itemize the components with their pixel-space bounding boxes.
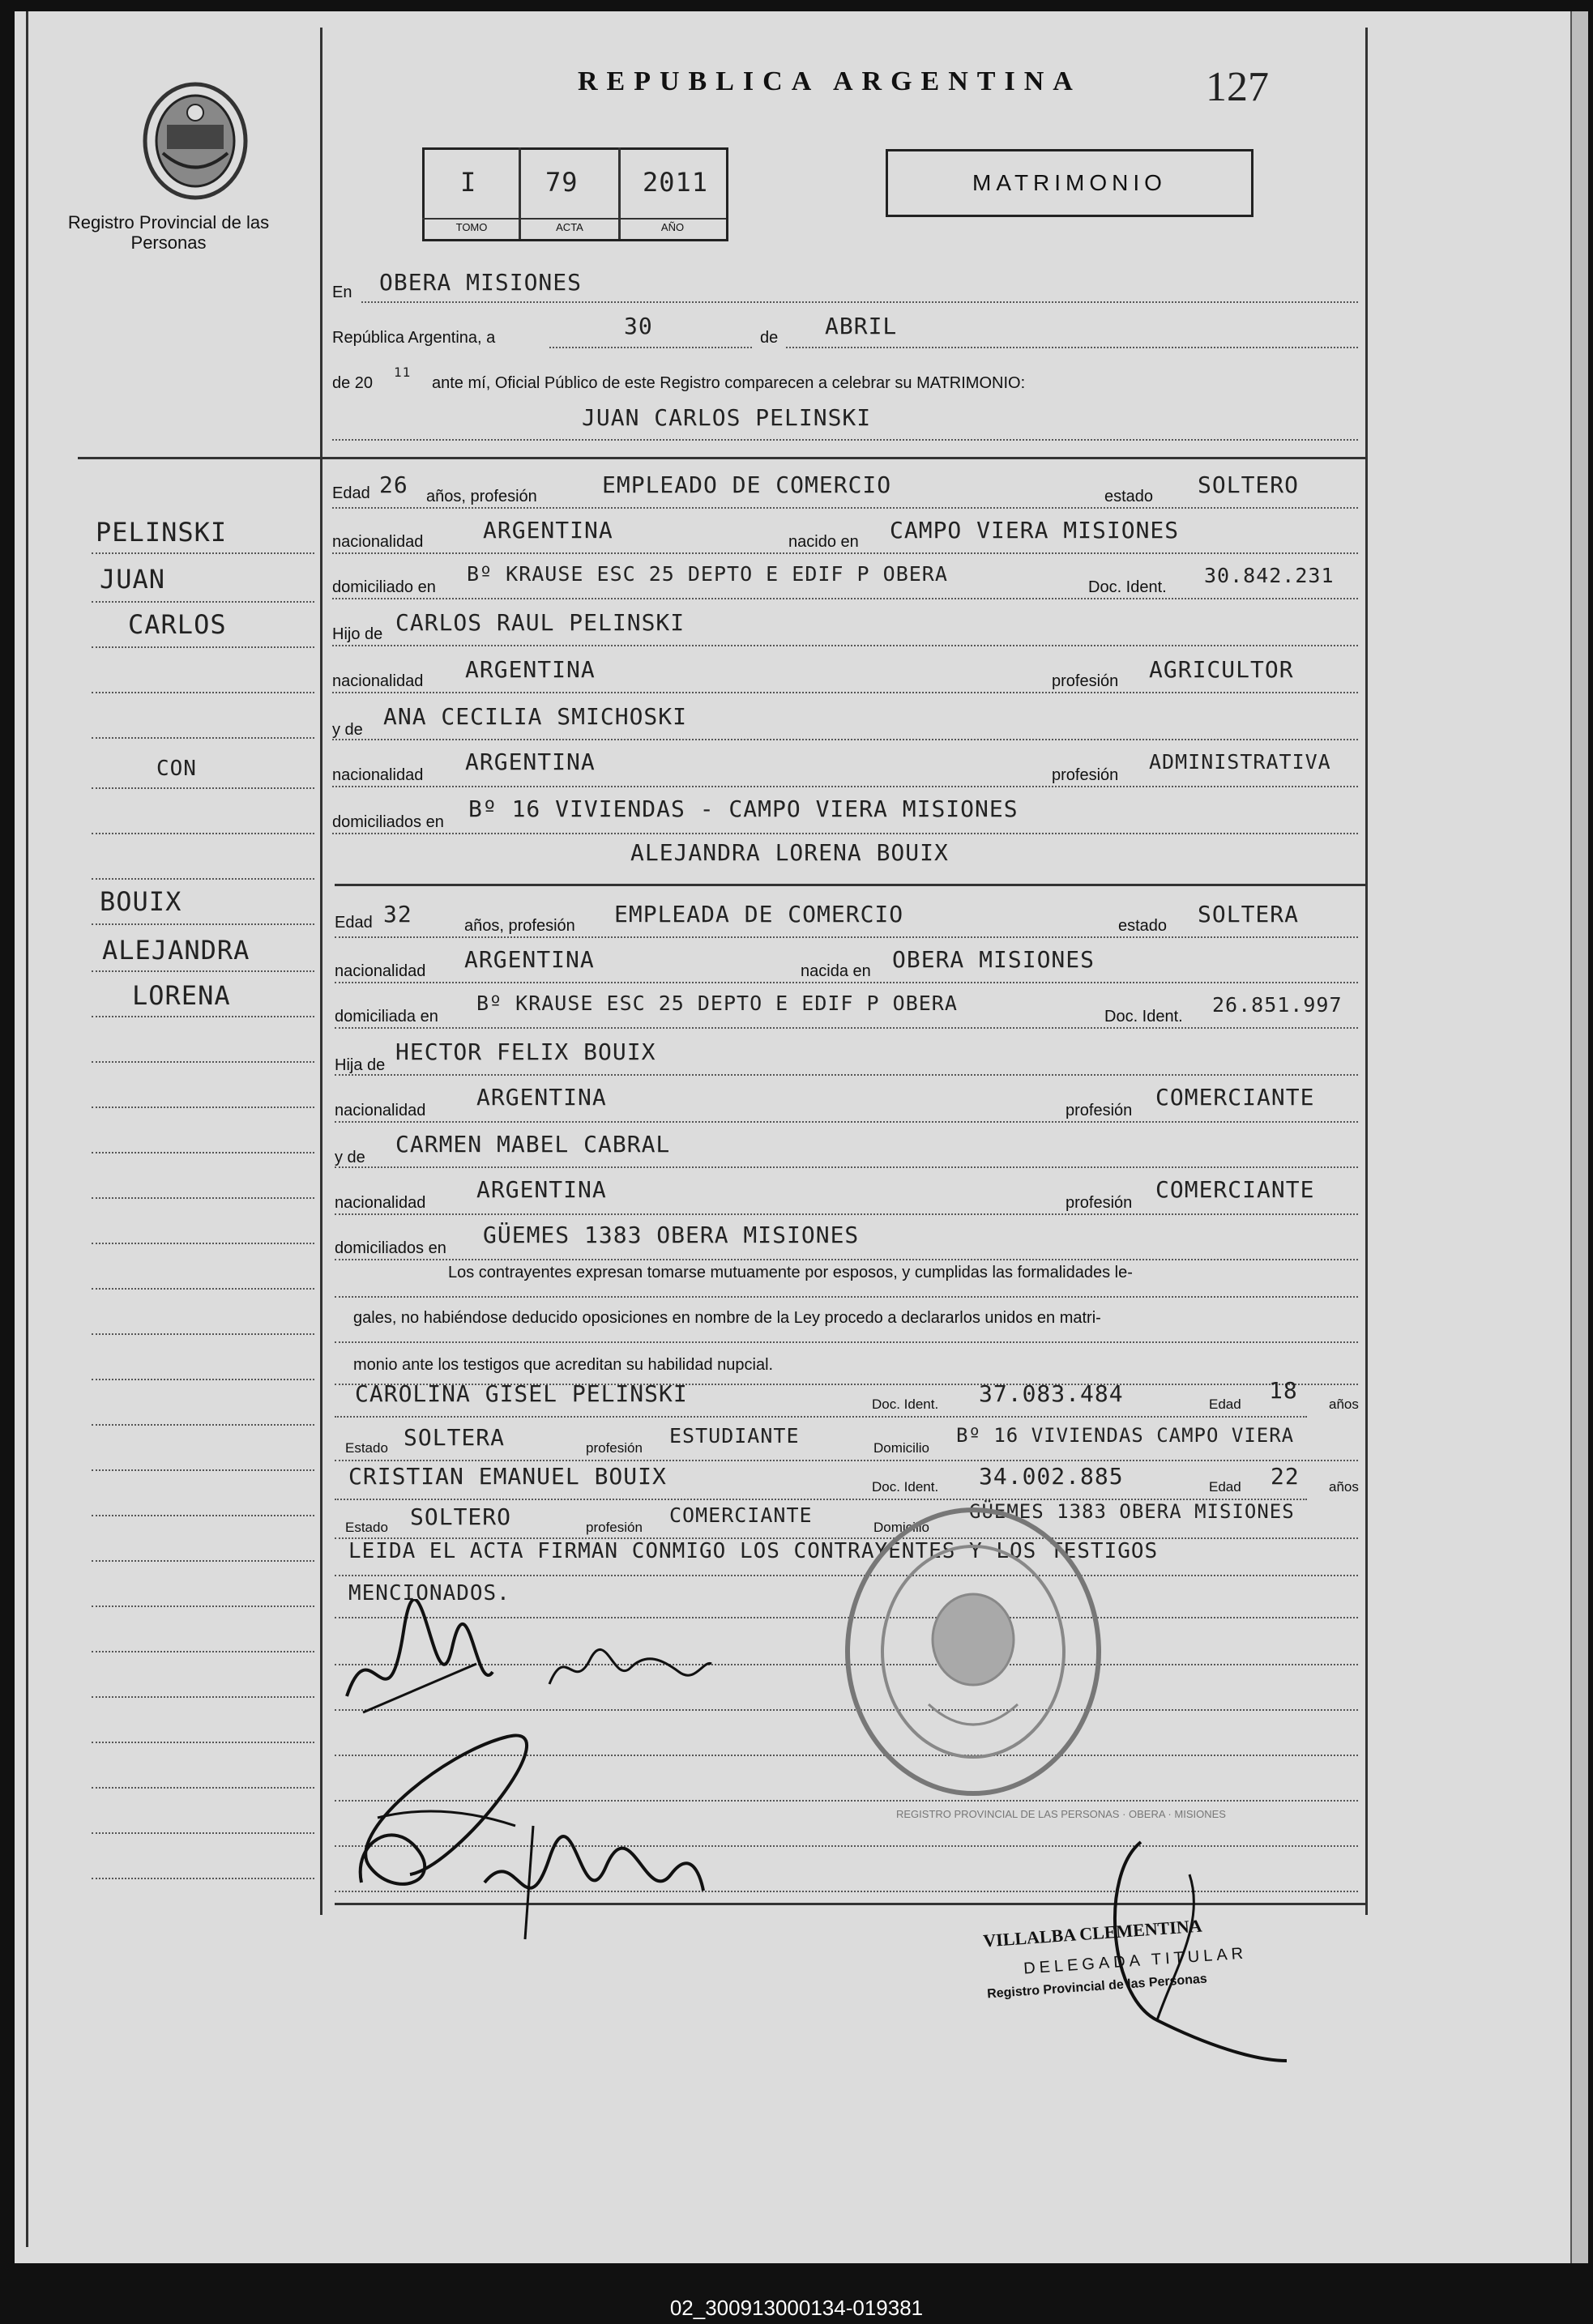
groom-father-nac: ARGENTINA	[465, 656, 596, 683]
margin-bride-name1: ALEJANDRA	[102, 935, 250, 966]
groom-section-rule	[78, 457, 1366, 459]
bride-hija-label: Hija de	[335, 1056, 386, 1074]
groom-parents-dom: Bº 16 VIVIENDAS - CAMPO VIERA MISIONES	[468, 795, 1019, 822]
margin-line	[92, 1742, 314, 1743]
groom-line-6	[332, 739, 1358, 740]
right-frame-rule	[1365, 28, 1368, 1915]
witness-1-dom: Bº 16 VIVIENDAS CAMPO VIERA	[956, 1424, 1295, 1447]
groom-father-prof: AGRICULTOR	[1149, 656, 1294, 683]
groom-mother-prof-label: profesión	[1052, 766, 1119, 784]
bride-nacida: OBERA MISIONES	[892, 946, 1095, 973]
bride-mother-nac: ARGENTINA	[476, 1176, 607, 1203]
margin-line	[92, 1515, 314, 1516]
register-page	[15, 11, 1588, 2263]
bride-line-7	[335, 1213, 1358, 1215]
bride-line-3	[335, 1027, 1358, 1029]
groom-doc: 30.842.231	[1204, 564, 1335, 587]
groom-line-5	[332, 692, 1358, 693]
closing-line-1: LEIDA EL ACTA FIRMAN CONMIGO LOS CONTRAYENTES Y LOS TESTIGOS	[348, 1539, 1159, 1563]
margin-line	[92, 1605, 314, 1607]
official-round-seal	[839, 1502, 1107, 1802]
bride-profesion: EMPLEADA DE COMERCIO	[614, 901, 904, 927]
groom-yde-label: y de	[332, 721, 363, 739]
witness-2-doc: 34.002.885	[979, 1463, 1124, 1490]
groom-anos-label: años, profesión	[426, 488, 537, 505]
stamp-registry: Registro Provincial de las Personas	[986, 1972, 1208, 2002]
bride-domicilio: Bº KRAUSE ESC 25 DEPTO E EDIF P OBERA	[476, 991, 958, 1015]
tomo-label: TOMO	[455, 221, 488, 233]
bride-father-prof: COMERCIANTE	[1155, 1084, 1315, 1111]
groom-line-4	[332, 645, 1358, 646]
groom-nacido: CAMPO VIERA MISIONES	[890, 517, 1180, 544]
groom-profesion: EMPLEADO DE COMERCIO	[602, 471, 892, 498]
delegate-signature	[1092, 1826, 1303, 2069]
year-suffix: 11	[394, 365, 412, 380]
groom-estado: SOLTERO	[1198, 471, 1300, 498]
stamp-name: VILLALBA CLEMENTINA	[982, 1915, 1203, 1951]
document-type-box: MATRIMONIO	[886, 149, 1253, 217]
margin-bride-surname: BOUIX	[100, 886, 182, 917]
bride-dom-label: domiciliada en	[335, 1008, 438, 1026]
bride-line-8	[335, 1259, 1358, 1260]
groom-hijo-label: Hijo de	[332, 625, 383, 643]
acta-value: 79	[545, 167, 579, 198]
groom-edad: 26	[379, 471, 408, 498]
groom-nacionalidad: ARGENTINA	[483, 517, 613, 544]
en-label: En	[332, 284, 352, 301]
witness-1-edad: 18	[1269, 1377, 1298, 1404]
stamp-role: DELEGADA TITULAR	[1023, 1944, 1248, 1978]
margin-line	[92, 1469, 314, 1471]
registry-label: Registro Provincial de las Personas	[67, 212, 270, 253]
margin-line	[92, 1832, 314, 1834]
witness-2-dom-label: Domicilio	[873, 1520, 929, 1535]
witness-2-doc-label: Doc. Ident.	[872, 1479, 939, 1495]
bride-mother-prof: COMERCIANTE	[1155, 1176, 1315, 1203]
anio-value: 2011	[643, 167, 709, 198]
margin-line	[92, 787, 314, 789]
anio-label: AÑO	[660, 221, 685, 233]
margin-line	[92, 1696, 314, 1698]
marriage-month: ABRIL	[825, 313, 898, 339]
republica-label: República Argentina, a	[332, 329, 496, 347]
bride-line-1	[335, 936, 1358, 938]
bride-mother-nac-label: nacionalidad	[335, 1194, 426, 1212]
page-edge	[1570, 11, 1588, 2263]
margin-line	[92, 1560, 314, 1562]
bride-edad-label: Edad	[335, 914, 373, 932]
groom-estado-label: estado	[1104, 488, 1154, 505]
witness-1-estado: SOLTERA	[404, 1424, 506, 1451]
margin-line	[92, 1243, 314, 1244]
scan-id-footer: 02_300913000134-019381	[669, 2296, 924, 2320]
groom-line-3	[332, 598, 1358, 599]
margin-groom-name2: CARLOS	[128, 609, 227, 640]
witness-2-prof: COMERCIANTE	[669, 1503, 813, 1527]
marriage-day: 30	[624, 313, 653, 339]
bride-doc-label: Doc. Ident.	[1104, 1008, 1183, 1026]
declaration-dotline-2	[335, 1341, 1358, 1343]
bride-mother-prof-label: profesión	[1066, 1194, 1133, 1212]
witness-1-edad-label: Edad	[1209, 1397, 1241, 1412]
margin-con: CON	[156, 757, 197, 781]
margin-groom-name1: JUAN	[100, 564, 166, 595]
bride-doc: 26.851.997	[1212, 993, 1343, 1017]
bride-mother: CARMEN MABEL CABRAL	[395, 1131, 671, 1158]
margin-line	[92, 1878, 314, 1879]
groom-doc-label: Doc. Ident.	[1088, 578, 1167, 596]
page-number: 127	[1206, 64, 1269, 110]
margin-groom-surname: PELINSKI	[96, 517, 228, 548]
margin-line	[92, 1152, 314, 1153]
groom-father-prof-label: profesión	[1052, 672, 1119, 690]
witness-2-edad-label: Edad	[1209, 1479, 1241, 1495]
bride-estado-label: estado	[1118, 917, 1168, 935]
acta-label: ACTA	[556, 221, 583, 233]
groom-domicilio: Bº KRAUSE ESC 25 DEPTO E EDIF P OBERA	[467, 562, 948, 586]
groom-nacido-label: nacido en	[788, 533, 859, 551]
bride-line-5	[335, 1121, 1358, 1123]
official-seal-text: REGISTRO PROVINCIAL DE LAS PERSONAS · OBERA · MISIONES	[896, 1808, 1226, 1820]
bride-nacida-label: nacida en	[801, 962, 871, 980]
groom-line-1	[332, 507, 1358, 509]
margin-line	[92, 601, 314, 603]
witness-2-anos-label: años	[1329, 1479, 1359, 1495]
witness-1-anos-label: años	[1329, 1397, 1359, 1412]
margin-line	[92, 923, 314, 925]
en-dotline	[361, 301, 1358, 303]
groom-mother-nac-label: nacionalidad	[332, 766, 424, 784]
witness-1-name: CAROLINA GISEL PELINSKI	[355, 1380, 688, 1407]
witness-1-prof: ESTUDIANTE	[669, 1424, 800, 1448]
country-title: REPUBLICA ARGENTINA	[578, 66, 1082, 96]
bride-yde-label: y de	[335, 1149, 365, 1166]
groom-parents-dom-label: domiciliados en	[332, 813, 444, 831]
bride-estado: SOLTERA	[1198, 901, 1300, 927]
groom-father-nac-label: nacionalidad	[332, 672, 424, 690]
margin-line	[92, 737, 314, 739]
margin-line	[92, 1379, 314, 1380]
declaration-line-1: Los contrayentes expresan tomarse mutuamente por esposos, y cumplidas las formalidades le-	[448, 1264, 1133, 1281]
signature-4	[476, 1810, 711, 1947]
provincial-seal-logo	[135, 76, 256, 206]
margin-line	[92, 878, 314, 880]
margin-bride-name2: LORENA	[132, 980, 231, 1011]
margin-column-rule	[320, 28, 322, 1915]
month-dotline	[786, 347, 1358, 348]
witness-1-dotline-1	[335, 1416, 1307, 1418]
bride-parents-dom: GÜEMES 1383 OBERA MISIONES	[483, 1222, 860, 1248]
groom-father: CARLOS RAUL PELINSKI	[395, 609, 685, 636]
margin-line	[92, 692, 314, 693]
witness-1-dom-label: Domicilio	[873, 1440, 929, 1456]
margin-line	[92, 1651, 314, 1652]
margin-line	[92, 1061, 314, 1063]
groom-line-8	[332, 833, 1358, 834]
bride-line-2	[335, 982, 1358, 983]
witness-2-edad: 22	[1271, 1463, 1300, 1490]
witness-1-prof-label: profesión	[586, 1440, 643, 1456]
margin-line	[92, 646, 314, 648]
declaration-dotline-1	[335, 1296, 1358, 1298]
preamble-text: ante mí, Oficial Público de este Registro comparecen a celebrar su MATRIMONIO:	[432, 374, 1026, 392]
bride-father-nac-label: nacionalidad	[335, 1102, 426, 1119]
margin-line	[92, 1333, 314, 1335]
groom-line-2	[332, 552, 1358, 554]
margin-line	[92, 552, 314, 554]
bride-father-prof-label: profesión	[1066, 1102, 1133, 1119]
witness-2-name: CRISTIAN EMANUEL BOUIX	[348, 1463, 667, 1490]
margin-line	[92, 1288, 314, 1290]
tomo-value: I	[460, 167, 477, 198]
page-left-rule	[26, 11, 28, 2247]
day-dotline	[549, 347, 752, 348]
year-prefix: de 20	[332, 374, 374, 392]
witness-1-doc: 37.083.484	[979, 1380, 1124, 1407]
bride-nac-label: nacionalidad	[335, 962, 426, 980]
witness-2-estado-label: Estado	[345, 1520, 388, 1535]
groom-full-name: JUAN CARLOS PELINSKI	[582, 404, 872, 431]
groom-mother-prof: ADMINISTRATIVA	[1149, 750, 1331, 774]
groom-line-7	[332, 786, 1358, 787]
groom-nac-label: nacionalidad	[332, 533, 424, 551]
witness-1-doc-label: Doc. Ident.	[872, 1397, 939, 1412]
bride-section-rule	[335, 884, 1366, 886]
margin-line	[92, 1787, 314, 1789]
bride-father: HECTOR FELIX BOUIX	[395, 1038, 656, 1065]
margin-line	[92, 1016, 314, 1017]
groom-mother: ANA CECILIA SMICHOSKI	[383, 703, 688, 730]
groom-dom-label: domiciliado en	[332, 578, 436, 596]
grid-label-rule	[422, 218, 726, 220]
de-label: de	[760, 329, 779, 347]
bride-line-4	[335, 1074, 1358, 1076]
bride-father-nac: ARGENTINA	[476, 1084, 607, 1111]
margin-line	[92, 1424, 314, 1426]
groom-name-dotline	[332, 439, 1358, 441]
declaration-line-2: gales, no habiéndose deducido oposiciones en nombre de la Ley procedo a declararlos unidos en matri-	[353, 1309, 1101, 1327]
marriage-place: OBERA MISIONES	[379, 269, 583, 296]
margin-line	[92, 833, 314, 834]
groom-mother-nac: ARGENTINA	[465, 748, 596, 775]
bride-nacionalidad: ARGENTINA	[464, 946, 595, 973]
bride-line-6	[335, 1166, 1358, 1168]
margin-line	[92, 970, 314, 972]
bride-full-name: ALEJANDRA LORENA BOUIX	[630, 839, 949, 866]
witness-1-dotline-2	[335, 1460, 1358, 1461]
groom-edad-label: Edad	[332, 484, 370, 502]
bride-edad: 32	[383, 901, 412, 927]
witness-2-estado: SOLTERO	[410, 1503, 512, 1530]
declaration-line-3: monio ante los testigos que acreditan su habilidad nupcial.	[353, 1356, 774, 1374]
bride-parents-dom-label: domiciliados en	[335, 1239, 446, 1257]
signature-2	[541, 1635, 720, 1700]
closing-line-2: MENCIONADOS.	[348, 1581, 510, 1605]
bride-anos-label: años, profesión	[464, 917, 575, 935]
witness-2-dom: GÜEMES 1383 OBERA MISIONES	[969, 1500, 1295, 1523]
margin-line	[92, 1197, 314, 1199]
margin-line	[92, 1107, 314, 1108]
witness-1-estado-label: Estado	[345, 1440, 388, 1456]
witness-2-prof-label: profesión	[586, 1520, 643, 1535]
